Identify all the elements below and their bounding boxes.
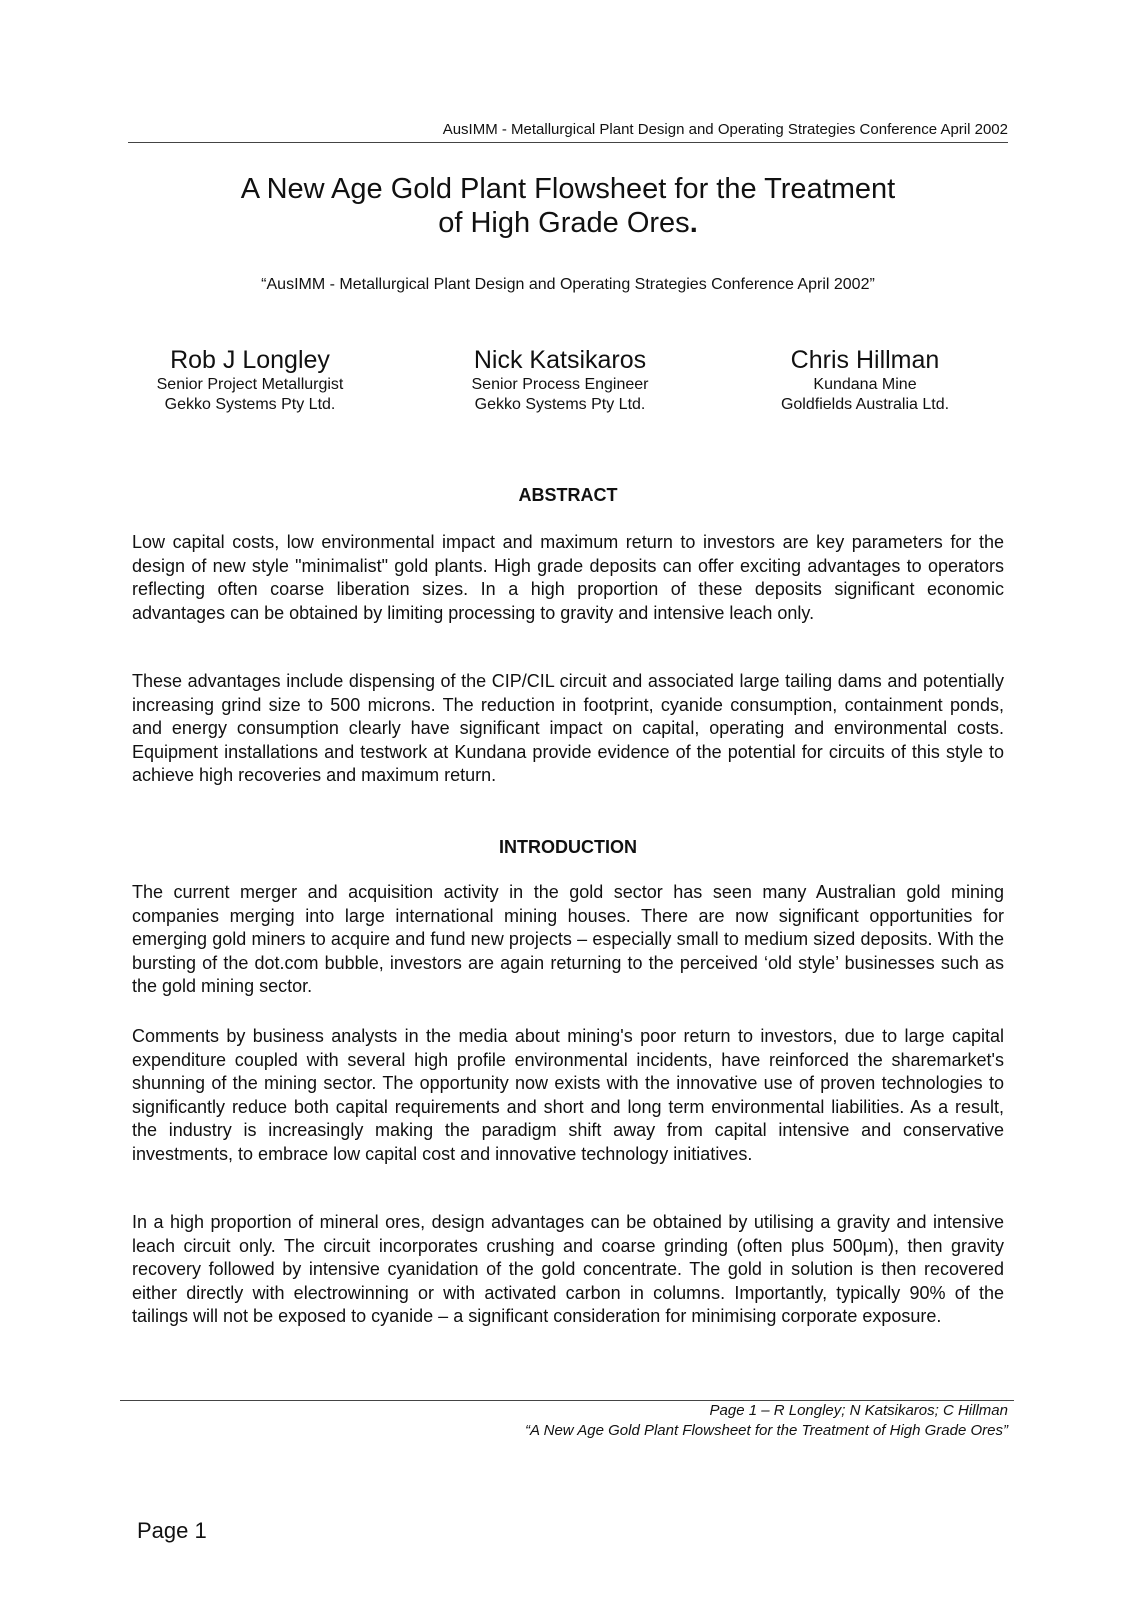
- footer-authors: Page 1 – R Longley; N Katsikaros; C Hillman: [709, 1402, 1008, 1419]
- author-organization: Goldfields Australia Ltd.: [780, 396, 950, 413]
- author-hillman: [715, 345, 1015, 415]
- running-header: AusIMM - Metallurgical Plant Design and Operating Strategies Conference April 2002: [128, 121, 1008, 143]
- title-line-1: A New Age Gold Plant Flowsheet for the Treatment: [240, 173, 896, 205]
- paper-title: [128, 172, 1008, 240]
- author-block: [128, 345, 1008, 425]
- introduction-paragraph-1: The current merger and acquisition activity in the gold sector has seen many Australian gold mining companies merging into large international mining houses. There are now significant opportunities for emerging gold miners to acquire and fund new projects – especially small to medium sized deposits. With the bursting of the dot.com bubble, investors are again returning to the perceived ‘old style’ businesses such as the gold mining sector.: [132, 882, 1004, 996]
- title-period: .: [689, 207, 698, 239]
- author-role: Kundana Mine: [813, 376, 917, 393]
- author-role: Senior Project Metallurgist: [156, 376, 344, 393]
- abstract-paragraph-2: These advantages include dispensing of the CIP/CIL circuit and associated large tailing dams and potentially increasing grind size to 500 microns. The reduction in footprint, cyanide consumption, containment ponds, and energy consumption clearly have significant impact on capital, operating and environmental costs. Equipment installations and testwork at Kundana provide evidence of the potential for circuits of this style to achieve high recoveries and maximum return.: [132, 671, 1004, 785]
- introduction-heading: INTRODUCTION: [499, 837, 637, 857]
- author-organization: Gekko Systems Pty Ltd.: [164, 396, 336, 413]
- introduction-paragraph-2: Comments by business analysts in the media about mining's poor return to investors, due to large capital expenditure coupled with several high profile environmental incidents, have reinforced the sharemarket's shunning of the mining sector. The opportunity now exists with the innovative use of proven technologies to significantly reduce both capital requirements and short and long term environmental liabilities. As a result, the industry is increasingly making the paradigm shift away from capital intensive and conservative investments, to embrace low capital cost and innovative technology initiatives.: [132, 1026, 1004, 1164]
- author-name: Nick Katsikaros: [473, 346, 647, 374]
- author-longley: [100, 345, 400, 415]
- introduction-paragraph-3: In a high proportion of mineral ores, design advantages can be obtained by utilising a gravity and intensive leach circuit only. The circuit incorporates crushing and coarse grinding (often plus 500μm), then gravity recovery followed by intensive cyanidation of the gold concentrate. The gold in solution is then recovered either directly with electrowinning or with activated carbon in columns. Importantly, typically 90% of the tailings will not be exposed to cyanide – a significant consideration for minimising corporate exposure.: [132, 1212, 1004, 1326]
- author-role: Senior Process Engineer: [471, 376, 649, 393]
- abstract-paragraph-1: Low capital costs, low environmental impact and maximum return to investors are key parameters for the design of new style "minimalist" gold plants. High grade deposits can offer exciting advantages to operators reflecting often coarse liberation sizes. In a high proportion of these deposits significant economic advantages can be obtained by limiting processing to gravity and intensive leach only.: [132, 532, 1004, 623]
- author-name: Rob J Longley: [170, 346, 330, 374]
- author-name: Chris Hillman: [790, 346, 940, 374]
- author-katsikaros: [410, 345, 710, 415]
- abstract-heading: ABSTRACT: [518, 485, 618, 505]
- footer-divider: [120, 1400, 1014, 1401]
- author-organization: Gekko Systems Pty Ltd.: [474, 396, 646, 413]
- conference-line: “AusIMM - Metallurgical Plant Design and Operating Strategies Conference April 2002”: [261, 276, 875, 293]
- title-line-2: of High Grade Ores: [438, 207, 690, 239]
- page-number: Page 1: [137, 1518, 207, 1543]
- footer-title: “A New Age Gold Plant Flowsheet for the Treatment of High Grade Ores”: [525, 1422, 1008, 1439]
